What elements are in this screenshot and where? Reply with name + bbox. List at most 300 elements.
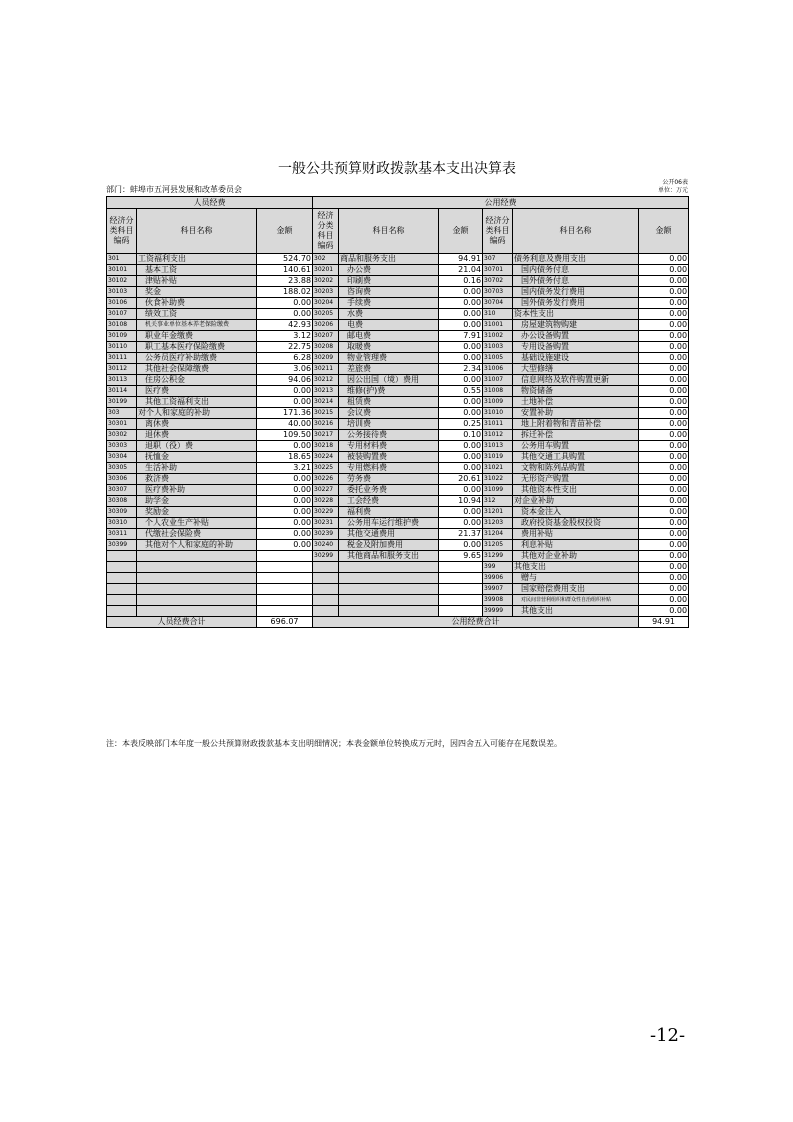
code-cell: 30299 [313,551,339,562]
table-row [107,309,689,320]
item-name-cell: 安置补助 [513,408,639,419]
code-cell: 31204 [483,529,513,540]
amount-cell: 0.00 [439,342,483,353]
table-row [107,342,689,353]
code-cell: 30215 [313,408,339,419]
code-cell: 30212 [313,375,339,386]
amount-cell: 0.00 [439,287,483,298]
code-header: 经济分类科目编码 [107,209,137,254]
item-name-cell: 对民间非营利组织和群众性自治组织补贴 [513,595,639,606]
table-row [107,606,689,617]
amount-cell: 0.00 [439,375,483,386]
item-name-cell: 地上附着物和青苗补偿 [513,419,639,430]
table-row [107,463,689,474]
code-cell: 30703 [483,287,513,298]
item-name-cell: 印刷费 [339,276,439,287]
amount-cell: 0.00 [639,496,689,507]
amount-cell: 0.00 [639,474,689,485]
item-name-cell: 国内债务发行费用 [513,287,639,298]
amount-cell: 7.91 [439,331,483,342]
item-name-cell: 基础设施建设 [513,353,639,364]
item-name-cell: 公务用车运行维护费 [339,518,439,529]
amount-cell: 22.75 [257,342,313,353]
amount-cell: 140.61 [257,265,313,276]
item-name-cell [339,606,439,617]
item-name-cell [137,573,257,584]
code-cell: 30203 [313,287,339,298]
amount-cell [439,562,483,573]
table-row [107,265,689,276]
amount-cell: 171.36 [257,408,313,419]
unit-label: 单位：万元 [657,187,688,194]
budget-sheet [106,158,688,748]
amount-cell: 0.00 [257,496,313,507]
item-name-cell: 抚恤金 [137,452,257,463]
item-name-cell: 福利费 [339,507,439,518]
amount-cell: 0.00 [257,474,313,485]
table-row [107,573,689,584]
item-name-cell: 被装购置费 [339,452,439,463]
table-row [107,298,689,309]
code-cell: 31099 [483,485,513,496]
public-total-amount: 94.91 [639,617,689,628]
item-name-cell: 奖金 [137,287,257,298]
item-name-cell: 国内债务付息 [513,265,639,276]
amount-cell: 0.00 [639,397,689,408]
item-name-cell [339,573,439,584]
code-cell [107,595,137,606]
code-cell [107,573,137,584]
code-cell: 30240 [313,540,339,551]
code-cell: 310 [483,309,513,320]
table-row [107,397,689,408]
code-cell: 31006 [483,364,513,375]
table-row [107,518,689,529]
amount-header: 金额 [639,209,689,254]
code-cell: 30304 [107,452,137,463]
amount-cell [439,584,483,595]
item-name-cell: 物业管理费 [339,353,439,364]
amount-cell: 0.55 [439,386,483,397]
code-cell: 31022 [483,474,513,485]
table-row [107,276,689,287]
item-name-cell: 生活补助 [137,463,257,474]
item-name-cell: 伙食补助费 [137,298,257,309]
item-name-cell: 工会经费 [339,496,439,507]
amount-cell: 0.00 [257,309,313,320]
code-cell: 31013 [483,441,513,452]
amount-cell: 0.00 [639,320,689,331]
item-name-cell: 公务接待费 [339,430,439,441]
item-name-cell: 其他交通工具购置 [513,452,639,463]
code-cell: 30213 [313,386,339,397]
code-cell: 31009 [483,397,513,408]
code-cell: 30218 [313,441,339,452]
amount-cell: 0.00 [639,463,689,474]
amount-cell: 524.70 [257,254,313,265]
table-row [107,287,689,298]
item-name-cell: 退职（役）费 [137,441,257,452]
item-name-cell: 其他对企业补助 [513,551,639,562]
code-cell: 30101 [107,265,137,276]
code-cell [313,573,339,584]
name-header: 科目名称 [513,209,639,254]
code-cell [313,595,339,606]
amount-cell: 0.00 [639,551,689,562]
item-name-cell [339,584,439,595]
item-name-cell: 工资福利支出 [137,254,257,265]
code-cell [313,562,339,573]
code-cell: 30399 [107,540,137,551]
page-number: -12- [650,1025,686,1046]
code-cell: 30308 [107,496,137,507]
code-cell: 30214 [313,397,339,408]
item-name-cell: 对个人和家庭的补助 [137,408,257,419]
amount-cell: 23.88 [257,276,313,287]
item-name-cell: 资本金注入 [513,507,639,518]
amount-cell [257,551,313,562]
item-name-cell: 房屋建筑物购建 [513,320,639,331]
code-cell: 30114 [107,386,137,397]
item-name-cell [339,562,439,573]
code-cell: 30231 [313,518,339,529]
item-name-cell: 取暖费 [339,342,439,353]
item-name-cell: 公务用车购置 [513,441,639,452]
item-name-cell [339,595,439,606]
code-cell [107,551,137,562]
table-row [107,452,689,463]
item-name-cell: 国外债务付息 [513,276,639,287]
code-cell: 31010 [483,408,513,419]
item-name-cell [137,595,257,606]
amount-cell: 0.00 [439,320,483,331]
code-cell: 30107 [107,309,137,320]
item-name-cell: 会议费 [339,408,439,419]
table-row [107,584,689,595]
table-row [107,386,689,397]
amount-cell: 0.00 [639,375,689,386]
table-row [107,595,689,606]
code-cell: 30204 [313,298,339,309]
code-cell: 30106 [107,298,137,309]
amount-cell: 94.91 [439,254,483,265]
code-cell: 30109 [107,331,137,342]
table-row [107,430,689,441]
amount-cell: 0.16 [439,276,483,287]
amount-cell: 0.00 [439,397,483,408]
expenditure-table [106,196,689,628]
amount-header: 金额 [439,209,483,254]
amount-cell: 0.25 [439,419,483,430]
item-name-cell: 个人农业生产补贴 [137,518,257,529]
amount-cell: 0.00 [439,518,483,529]
item-name-cell: 其他交通费用 [339,529,439,540]
item-name-cell: 退休费 [137,430,257,441]
amount-cell [257,584,313,595]
item-name-cell: 债务利息及费用支出 [513,254,639,265]
table-row [107,320,689,331]
item-name-cell: 专用材料费 [339,441,439,452]
code-cell: 30704 [483,298,513,309]
item-name-cell: 维修(护)费 [339,386,439,397]
item-name-cell: 其他支出 [513,606,639,617]
amount-cell: 0.00 [439,353,483,364]
amount-cell: 0.00 [639,595,689,606]
code-cell: 39908 [483,595,513,606]
code-cell: 302 [313,254,339,265]
code-cell: 31005 [483,353,513,364]
amount-cell: 0.00 [257,507,313,518]
code-cell: 31201 [483,507,513,518]
amount-cell: 0.00 [639,441,689,452]
item-name-cell: 职业年金缴费 [137,331,257,342]
name-header: 科目名称 [339,209,439,254]
code-cell: 30201 [313,265,339,276]
amount-cell: 21.04 [439,265,483,276]
code-cell: 30216 [313,419,339,430]
code-cell: 31203 [483,518,513,529]
amount-header: 金额 [257,209,313,254]
code-cell: 30205 [313,309,339,320]
amount-cell: 21.37 [439,529,483,540]
amount-cell: 2.34 [439,364,483,375]
code-cell: 30103 [107,287,137,298]
item-name-cell: 因公出国（境）费用 [339,375,439,386]
item-name-cell: 土地补偿 [513,397,639,408]
amount-cell: 0.00 [639,430,689,441]
table-title: 一般公共预算财政拨款基本支出决算表 [278,161,516,177]
item-name-cell: 其他支出 [513,562,639,573]
code-cell: 30301 [107,419,137,430]
item-name-cell: 费用补贴 [513,529,639,540]
amount-cell: 0.00 [639,364,689,375]
item-name-cell: 职工基本医疗保险缴费 [137,342,257,353]
item-name-cell: 无形资产购置 [513,474,639,485]
item-name-cell [137,606,257,617]
code-cell: 30228 [313,496,339,507]
code-cell: 30305 [107,463,137,474]
item-name-cell: 离休费 [137,419,257,430]
table-row [107,562,689,573]
amount-cell: 0.00 [439,441,483,452]
amount-cell: 0.00 [439,485,483,496]
table-row [107,364,689,375]
amount-cell: 0.00 [439,540,483,551]
code-cell: 30111 [107,353,137,364]
amount-cell: 10.94 [439,496,483,507]
amount-cell: 0.00 [257,298,313,309]
item-name-cell: 咨询费 [339,287,439,298]
code-cell: 30702 [483,276,513,287]
item-name-cell: 劳务费 [339,474,439,485]
code-cell: 31002 [483,331,513,342]
form-number: 公开06表 [662,179,688,186]
item-name-cell: 其他商品和服务支出 [339,551,439,562]
amount-cell: 0.00 [639,309,689,320]
personnel-total-amount: 696.07 [257,617,313,628]
code-cell: 30307 [107,485,137,496]
amount-cell: 0.00 [439,452,483,463]
code-cell: 30309 [107,507,137,518]
amount-cell [439,606,483,617]
amount-cell: 40.00 [257,419,313,430]
item-name-cell: 其他资本性支出 [513,485,639,496]
amount-cell [439,573,483,584]
code-cell: 30112 [107,364,137,375]
code-cell: 30310 [107,518,137,529]
table-row [107,529,689,540]
item-name-cell: 奖励金 [137,507,257,518]
code-cell: 30302 [107,430,137,441]
code-cell [107,562,137,573]
table-row [107,441,689,452]
amount-cell: 0.00 [639,573,689,584]
amount-cell: 0.10 [439,430,483,441]
code-cell: 31003 [483,342,513,353]
amount-cell [439,595,483,606]
item-name-cell: 其他社会保障缴费 [137,364,257,375]
item-name-cell: 商品和服务支出 [339,254,439,265]
table-row [107,540,689,551]
amount-cell: 0.00 [257,386,313,397]
code-cell: 30224 [313,452,339,463]
amount-cell: 0.00 [639,507,689,518]
amount-cell: 0.00 [639,287,689,298]
code-cell: 39906 [483,573,513,584]
amount-cell: 0.00 [257,529,313,540]
public-total-label: 公用经费合计 [313,617,639,628]
amount-cell: 9.65 [439,551,483,562]
code-cell: 30227 [313,485,339,496]
amount-cell: 0.00 [639,408,689,419]
table-row [107,419,689,430]
amount-cell: 0.00 [639,485,689,496]
code-cell: 30209 [313,353,339,364]
item-name-cell [137,584,257,595]
amount-cell: 0.00 [439,309,483,320]
item-name-cell: 医疗费 [137,386,257,397]
amount-cell: 0.00 [639,419,689,430]
amount-cell: 0.00 [639,562,689,573]
amount-cell: 0.00 [639,540,689,551]
item-name-cell: 办公费 [339,265,439,276]
code-cell: 30202 [313,276,339,287]
item-name-cell: 信息网络及软件购置更新 [513,375,639,386]
amount-cell: 0.00 [639,452,689,463]
item-name-cell: 其他对个人和家庭的补助 [137,540,257,551]
code-cell: 30208 [313,342,339,353]
code-cell: 30199 [107,397,137,408]
amount-cell: 0.00 [257,518,313,529]
amount-cell: 18.65 [257,452,313,463]
item-name-cell: 手续费 [339,298,439,309]
department-label: 部门：蚌埠市五河县发展和改革委员会 [106,185,242,194]
item-name-cell: 拆迁补偿 [513,430,639,441]
amount-cell: 0.00 [439,463,483,474]
code-header: 经济分类科目编码 [483,209,513,254]
amount-cell [257,573,313,584]
code-cell: 30229 [313,507,339,518]
amount-cell: 0.00 [439,298,483,309]
code-cell: 30207 [313,331,339,342]
item-name-cell: 国外债务发行费用 [513,298,639,309]
code-cell: 312 [483,496,513,507]
code-cell: 30239 [313,529,339,540]
name-header: 科目名称 [137,209,257,254]
amount-cell: 20.61 [439,474,483,485]
amount-cell: 0.00 [639,584,689,595]
code-cell [107,606,137,617]
item-name-cell [137,551,257,562]
amount-cell: 6.28 [257,353,313,364]
table-row [107,474,689,485]
code-cell [313,606,339,617]
item-name-cell: 租赁费 [339,397,439,408]
item-name-cell: 医疗费补助 [137,485,257,496]
code-cell: 30206 [313,320,339,331]
item-name-cell: 差旅费 [339,364,439,375]
code-cell: 39907 [483,584,513,595]
personnel-header: 人员经费 [107,197,313,209]
amount-cell: 0.00 [257,441,313,452]
item-name-cell: 办公设备购置 [513,331,639,342]
code-cell: 31021 [483,463,513,474]
code-cell: 303 [107,408,137,419]
table-row [107,375,689,386]
code-cell: 30226 [313,474,339,485]
amount-cell [257,595,313,606]
item-name-cell: 政府投资基金股权投资 [513,518,639,529]
amount-cell: 0.00 [639,254,689,265]
code-cell: 30110 [107,342,137,353]
amount-cell: 3.12 [257,331,313,342]
code-cell: 399 [483,562,513,573]
code-cell: 31205 [483,540,513,551]
item-name-cell: 培训费 [339,419,439,430]
amount-cell: 0.00 [639,276,689,287]
item-name-cell: 水费 [339,309,439,320]
amount-cell: 0.00 [639,518,689,529]
amount-cell: 0.00 [257,540,313,551]
public-header: 公用经费 [313,197,689,209]
code-cell: 30217 [313,430,339,441]
table-row [107,507,689,518]
code-cell [107,584,137,595]
code-cell: 30211 [313,364,339,375]
amount-cell: 0.00 [639,353,689,364]
table-row [107,254,689,265]
amount-cell: 0.00 [639,331,689,342]
code-cell: 30108 [107,320,137,331]
item-name-cell: 住房公积金 [137,375,257,386]
item-name-cell [137,562,257,573]
item-name-cell: 绩效工资 [137,309,257,320]
code-cell: 30113 [107,375,137,386]
code-cell: 30311 [107,529,137,540]
code-cell: 30701 [483,265,513,276]
amount-cell: 0.00 [257,397,313,408]
amount-cell: 0.00 [639,298,689,309]
item-name-cell: 国家赔偿费用支出 [513,584,639,595]
code-cell: 31007 [483,375,513,386]
item-name-cell: 邮电费 [339,331,439,342]
amount-cell [257,562,313,573]
item-name-cell: 对企业补助 [513,496,639,507]
item-name-cell: 其他工资福利支出 [137,397,257,408]
item-name-cell: 赠与 [513,573,639,584]
code-cell: 39999 [483,606,513,617]
code-cell: 31011 [483,419,513,430]
